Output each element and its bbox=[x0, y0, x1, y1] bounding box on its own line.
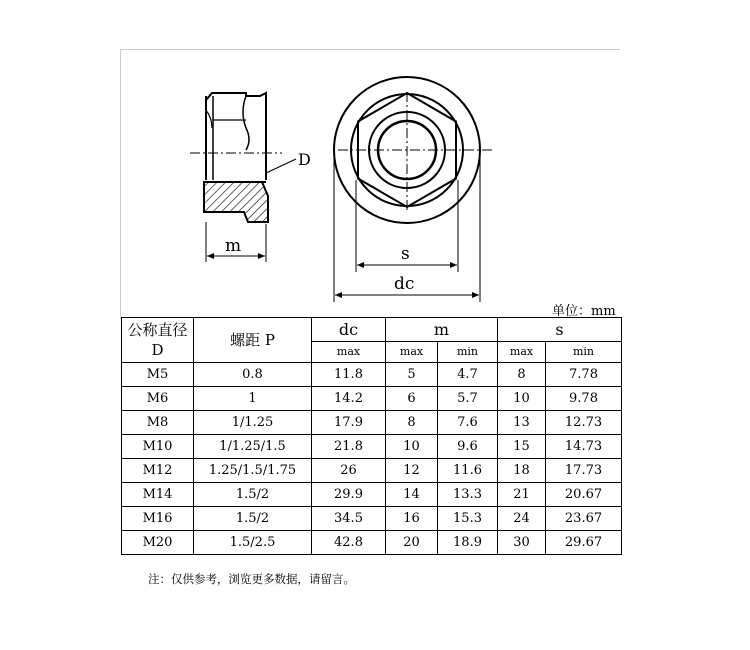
label-dc: dc bbox=[394, 274, 415, 294]
cell-s-min: 23.67 bbox=[546, 507, 622, 531]
cell-p: 0.8 bbox=[194, 363, 312, 387]
flange-nut-spec-table bbox=[121, 317, 622, 555]
table-row bbox=[122, 435, 622, 459]
cell-s-max: 15 bbox=[498, 435, 546, 459]
cell-p: 1/1.25 bbox=[194, 411, 312, 435]
cell-dc-max: 11.8 bbox=[312, 363, 386, 387]
header-s-max: max bbox=[498, 342, 546, 363]
cell-m-min: 13.3 bbox=[438, 483, 498, 507]
cell-m-min: 15.3 bbox=[438, 507, 498, 531]
header-nominal-diameter: 公称直径 D bbox=[122, 318, 194, 363]
cell-s-max: 8 bbox=[498, 363, 546, 387]
cell-d: M10 bbox=[122, 435, 194, 459]
footnote: 注：仅供参考，浏览更多数据，请留言。 bbox=[148, 572, 355, 586]
label-s: s bbox=[401, 244, 410, 264]
header-m: m bbox=[386, 318, 498, 342]
side-view bbox=[204, 93, 268, 222]
cell-p: 1/1.25/1.5 bbox=[194, 435, 312, 459]
cell-dc-max: 29.9 bbox=[312, 483, 386, 507]
cell-m-max: 20 bbox=[386, 531, 438, 555]
cell-d: M14 bbox=[122, 483, 194, 507]
cell-m-min: 5.7 bbox=[438, 387, 498, 411]
cell-dc-max: 42.8 bbox=[312, 531, 386, 555]
cell-m-max: 8 bbox=[386, 411, 438, 435]
cell-m-max: 6 bbox=[386, 387, 438, 411]
cell-p: 1.25/1.5/1.75 bbox=[194, 459, 312, 483]
label-d: D bbox=[298, 150, 311, 169]
d-leader-line bbox=[266, 159, 296, 173]
cell-m-max: 10 bbox=[386, 435, 438, 459]
cell-s-min: 29.67 bbox=[546, 531, 622, 555]
header-pitch: 螺距 P bbox=[194, 318, 312, 363]
cell-d: M20 bbox=[122, 531, 194, 555]
cell-s-max: 24 bbox=[498, 507, 546, 531]
cell-m-min: 4.7 bbox=[438, 363, 498, 387]
unit-note: 单位：mm bbox=[552, 304, 616, 319]
label-m: m bbox=[225, 236, 242, 256]
cell-m-max: 12 bbox=[386, 459, 438, 483]
table-row bbox=[122, 411, 622, 435]
cell-m-min: 9.6 bbox=[438, 435, 498, 459]
cell-m-max: 14 bbox=[386, 483, 438, 507]
cell-dc-max: 26 bbox=[312, 459, 386, 483]
table-row bbox=[122, 483, 622, 507]
cell-dc-max: 21.8 bbox=[312, 435, 386, 459]
header-s-min: min bbox=[546, 342, 622, 363]
header-dc: dc bbox=[312, 318, 386, 342]
flange-nut-drawing bbox=[0, 0, 750, 320]
cell-d: M8 bbox=[122, 411, 194, 435]
cell-m-min: 7.6 bbox=[438, 411, 498, 435]
cell-s-min: 17.73 bbox=[546, 459, 622, 483]
header-m-max: max bbox=[386, 342, 438, 363]
cell-s-min: 9.78 bbox=[546, 387, 622, 411]
cell-s-min: 12.73 bbox=[546, 411, 622, 435]
cell-s-min: 20.67 bbox=[546, 483, 622, 507]
cell-s-min: 7.78 bbox=[546, 363, 622, 387]
table-row bbox=[122, 531, 622, 555]
cell-m-min: 18.9 bbox=[438, 531, 498, 555]
cell-s-max: 21 bbox=[498, 483, 546, 507]
cell-s-max: 30 bbox=[498, 531, 546, 555]
header-s: s bbox=[498, 318, 622, 342]
cell-d: M12 bbox=[122, 459, 194, 483]
cell-d: M16 bbox=[122, 507, 194, 531]
cell-p: 1.5/2 bbox=[194, 507, 312, 531]
header-dc-max: max bbox=[312, 342, 386, 363]
table-row bbox=[122, 507, 622, 531]
cell-dc-max: 14.2 bbox=[312, 387, 386, 411]
cell-dc-max: 17.9 bbox=[312, 411, 386, 435]
cell-p: 1.5/2 bbox=[194, 483, 312, 507]
cell-p: 1.5/2.5 bbox=[194, 531, 312, 555]
cell-s-max: 10 bbox=[498, 387, 546, 411]
table-row bbox=[122, 387, 622, 411]
table-header-row-1 bbox=[122, 318, 622, 342]
table-row bbox=[122, 459, 622, 483]
header-m-min: min bbox=[438, 342, 498, 363]
cell-s-max: 18 bbox=[498, 459, 546, 483]
cell-s-max: 13 bbox=[498, 411, 546, 435]
cell-s-min: 14.73 bbox=[546, 435, 622, 459]
cell-m-min: 11.6 bbox=[438, 459, 498, 483]
table-row bbox=[122, 363, 622, 387]
cell-d: M5 bbox=[122, 363, 194, 387]
cell-p: 1 bbox=[194, 387, 312, 411]
cell-m-max: 5 bbox=[386, 363, 438, 387]
cell-dc-max: 34.5 bbox=[312, 507, 386, 531]
cell-m-max: 16 bbox=[386, 507, 438, 531]
cell-d: M6 bbox=[122, 387, 194, 411]
